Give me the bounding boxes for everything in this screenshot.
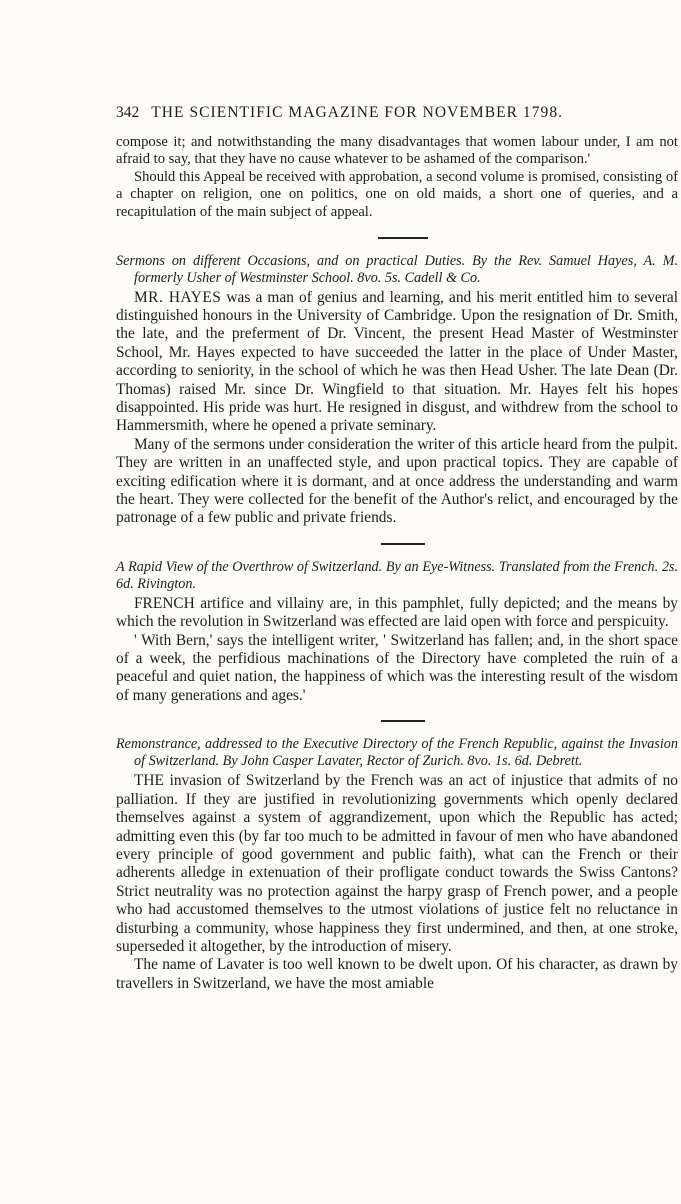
magazine-page	[116, 104, 678, 993]
switzerland-paragraph-2: ' With Bern,' says the intelligent writer, ' Switzerland has fallen; and, in the short space of a week, the perfidious machinations of the Directory have completed the ruin of a peaceful and quiet nation, the happiness of which was the interesting result of the wisdom of many generations and ages.'	[116, 631, 678, 704]
sermons-lead: MR. HAYES	[134, 288, 222, 306]
sermons-body-1: was a man of genius and learning, and his merit entitled him to several distinguished honours in the University of Cambridge. Upon the resignation of Dr. Smith, the late, and the preferment of Dr. Vincent, the present Head Master of Westminster School, Mr. Hayes expected to have succeeded the latter in the place of Under Master, according to seniority, in the school of which he was then Head Usher. The late Dean (Dr. Thomas) raised Mr. since Dr. Wingfield to that situation. Mr. Hayes felt his hopes disappointed. His pride was hurt. He resigned in disgust, and withdrew from the school to Hammersmith, where he opened a private seminary.	[116, 288, 678, 435]
section-divider	[381, 543, 425, 545]
running-title: THE SCIENTIFIC MAGAZINE FOR NOVEMBER 1798.	[151, 104, 564, 121]
continued-paragraph: compose it; and notwithstanding the many disadvantages that women labour under, I am not afraid to say, that they have no cause whatever to be ashamed of the comparison.'	[116, 133, 678, 168]
remonstrance-paragraph-1: THE invasion of Switzerland by the French was an act of injustice that admits of no palliation. If they are justified in revolutionizing governments which openly declared themselves against a system of aggrandizement, upon which the Republic has acted; admitting even this (by far too much to be admitted in favour of men who have abandoned every principle of good government and public faith), what can the French or their adherents alledge in extenuation of their profligate conduct towards the Swiss Cantons? Strict neutrality was no protection against the harpy grasp of French power, and a people who had accustomed themselves to the utmost violations of justice felt no reluctance in disturbing a community, whose happiness they first undermined, and then, at one stroke, superseded it altogether, by the introduction of misery.	[116, 772, 678, 955]
switzerland-paragraph-1: FRENCH artifice and villainy are, in this pamphlet, fully depicted; and the means by which the revolution in Switzerland was effected are laid open with force and perspicuity.	[116, 594, 678, 631]
sermons-paragraph-2: Many of the sermons under consideration the writer of this article heard from the pulpit. They are written in an unaffected style, and upon practical topics. They are capable of exciting edification where it is dormant, and at once address the understanding and warm the heart. They were collected for the benefit of the Author's relict, and encouraged by the patronage of a few public and private friends.	[116, 435, 678, 527]
remonstrance-paragraph-2: The name of Lavater is too well known to be dwelt upon. Of his character, as drawn by travellers in Switzerland, we have the most amiable	[116, 956, 678, 992]
review-heading-sermons: Sermons on different Occasions, and on practical Duties. By the Rev. Samuel Hayes, A. M. formerly Usher of Westminster School. 8vo. 5s. Cadell & Co.	[116, 252, 678, 286]
appeal-paragraph: Should this Appeal be received with approbation, a second volume is promised, consisting of a chapter on religion, one on politics, one on old maids, a short one of queries, and a recapitulation of the main subject of appeal.	[116, 168, 678, 220]
review-heading-remonstrance: Remonstrance, addressed to the Executive Directory of the French Republic, against the Invasion of Switzerland. By John Casper Lavater, Rector of Zurich. 8vo. 1s. 6d. Debrett.	[116, 736, 678, 770]
running-header	[116, 104, 678, 122]
review-heading-switzerland: A Rapid View of the Overthrow of Switzerland. By an Eye-Witness. Translated from the French. 2s. 6d. Rivington.	[116, 558, 678, 592]
page-number: 342	[116, 104, 140, 121]
sermons-paragraph-1	[116, 289, 678, 436]
section-divider	[381, 720, 425, 722]
section-divider	[378, 237, 428, 239]
